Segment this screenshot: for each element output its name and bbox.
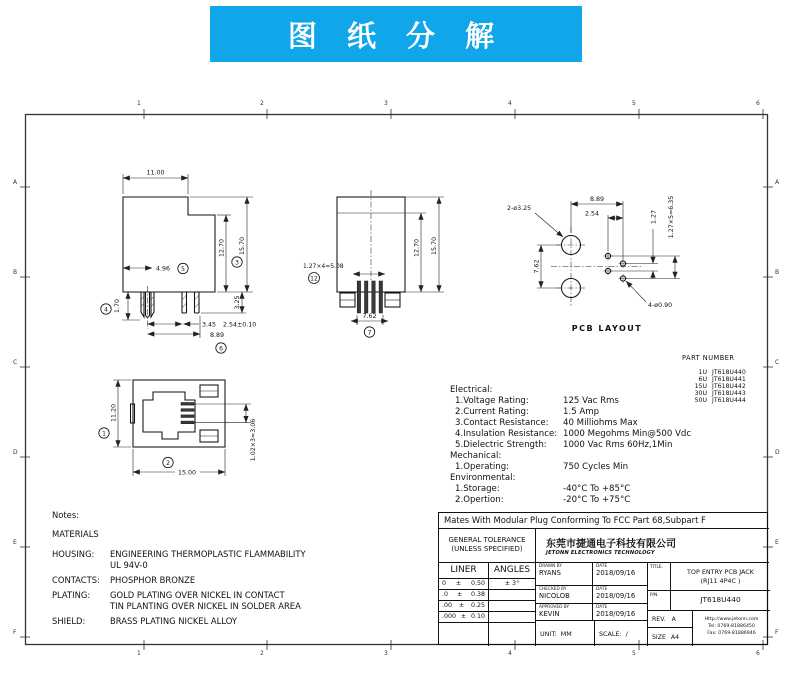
- size-cell: SIZE A4: [652, 633, 680, 641]
- notes-row: PLATING: GOLD PLATING OVER NICKEL IN CONTACT TIN PLANTING OVER NICKEL IN SOLDER AREA: [52, 590, 301, 611]
- dim-span: 8.89: [589, 196, 605, 203]
- part-number-row: 50U JT618U444: [694, 396, 746, 404]
- pcb-layout-view: [495, 165, 775, 350]
- grid-row-label: D: [775, 449, 780, 456]
- dim-small-holes: 4-ø0.90: [648, 302, 673, 309]
- dim-standoff: 3.25: [234, 295, 241, 310]
- dim-total-height: 15.70: [239, 236, 246, 256]
- part-number-heading: PART NUMBER: [682, 354, 735, 362]
- notes-row: SHIELD: BRASS PLATING NICKEL ALLOY: [52, 616, 237, 626]
- signoff-row: APPROVED BY KEVIN DATE 2018/09/16: [536, 604, 648, 621]
- company-block: [535, 529, 769, 563]
- part-number-row: 15U JT618U442: [694, 382, 746, 390]
- balloon-7: 7: [367, 329, 372, 337]
- balloon-2: 2: [166, 459, 170, 467]
- grid-row-label: E: [13, 539, 17, 546]
- grid-col-label: 1: [137, 650, 141, 657]
- dim-width: 15.00: [177, 469, 197, 477]
- spec-row: 3.Contact Resistance: 40 Milliohms Max: [455, 418, 638, 428]
- company-name-cn: 东莞市捷通电子科技有限公司: [546, 539, 676, 550]
- fax: Fax: 0769-81886946: [707, 631, 756, 637]
- title-info-block: [647, 563, 769, 646]
- grid-row-label: A: [13, 179, 18, 186]
- pcb-holes: [551, 227, 643, 306]
- dim-total-height: 15.70: [431, 236, 438, 256]
- grid-col-label: 3: [384, 650, 388, 657]
- signoff-row: DRAWN BY RYANS DATE 2018/09/16: [536, 563, 648, 586]
- unit-scale-row: UNIT: MM SCALE: /: [536, 621, 648, 646]
- notes-heading: Notes:: [52, 510, 80, 520]
- grid-row-label: F: [775, 629, 779, 636]
- front-view: [295, 148, 485, 366]
- contacts: [181, 403, 194, 424]
- balloon-5: 5: [181, 265, 185, 273]
- tolerance-col-angles: ANGLES: [489, 563, 535, 579]
- spec-row: 2.Current Rating: 1.5 Amp: [455, 407, 600, 417]
- tolerance-angle: [489, 601, 535, 612]
- tolerance-angle: [489, 612, 535, 623]
- dim-row-total: 1.27×5=6.35: [668, 195, 675, 239]
- balloon-6: 6: [219, 345, 223, 353]
- spec-row: 1.Voltage Rating: 125 Vac Rms: [455, 396, 619, 406]
- grid-col-label: 2: [260, 100, 264, 107]
- banner-title: 图 纸 分 解: [287, 18, 505, 53]
- rev-cell: REV. A: [648, 611, 692, 628]
- face-view: [95, 373, 280, 503]
- dim-vertical: 7.62: [533, 259, 541, 274]
- contact-cell: [692, 611, 770, 646]
- materials-heading: MATERIALS: [52, 529, 99, 539]
- signoff-block: [535, 563, 647, 646]
- part-number-row: 1U JT618U440: [698, 368, 746, 376]
- dim-span: 8.89: [209, 332, 225, 339]
- tolerance-angle: ± 3°: [489, 579, 535, 590]
- grid-row-label: B: [13, 269, 18, 276]
- spec-section-title: Electrical:: [450, 385, 493, 395]
- dim-pitch: 2.54: [585, 210, 600, 218]
- spec-row: 1.Operating: 750 Cycles Min: [455, 462, 629, 472]
- balloon-1: 1: [102, 430, 106, 438]
- dim-inner-height: 12.70: [218, 238, 226, 258]
- grid-col-label: 5: [632, 650, 636, 657]
- title-label: TITLE.: [650, 565, 663, 570]
- tolerance-col-liner: LINER: [439, 563, 489, 579]
- part-number-row: 6U JT618U441: [698, 375, 746, 383]
- grid-col-label: 5: [632, 100, 636, 107]
- part-number-value: JT618U440: [670, 591, 770, 611]
- dim-pitch-b: 2.54±0.10: [223, 321, 257, 329]
- website: Http://www.jetonn.com: [704, 617, 759, 622]
- notes: [52, 510, 432, 631]
- dim-span: 7.62: [362, 313, 377, 320]
- dim-inner-height: 12.70: [413, 238, 421, 258]
- grid-row-label: D: [13, 449, 18, 456]
- title-block: [438, 512, 768, 645]
- company-name-en: JETONN ELECTRONICS TECHNOLOGY: [546, 550, 655, 556]
- signoff-row: CHECKED BY NICOLOB DATE 2018/09/16: [536, 586, 648, 604]
- dim-pin-pitch: 1.27×4=5.08: [303, 263, 344, 270]
- balloon-3: 3: [235, 259, 239, 267]
- grid-row-label: E: [775, 539, 779, 546]
- grid-col-label: 1: [137, 100, 141, 107]
- specifications: [445, 385, 767, 506]
- tolerance-empty-cell: [439, 623, 489, 646]
- spec-row: 4.Insulation Resistance: 1000 Megohms Min@500 Vdc: [455, 429, 692, 439]
- grid-row-label: F: [13, 629, 17, 636]
- grid-col-label: 6: [756, 100, 760, 107]
- latch-cutouts: [200, 385, 218, 442]
- balloon-4: 4: [104, 306, 108, 314]
- grid-col-label: 4: [508, 100, 512, 107]
- title-cell: TITLE. TOP ENTRY PCB JACK (RJ11 4P4C ): [648, 563, 770, 591]
- spec-section-title: Environmental:: [450, 473, 516, 483]
- tolerance-row: .000 ± 0.10: [439, 612, 489, 623]
- spec-row: 2.Opertion: -20°C To +75°C: [455, 495, 631, 505]
- dim-big-holes: 2-ø3.25: [507, 205, 532, 212]
- pn-cell: [648, 591, 770, 611]
- part-number-row: 30U JT618U443: [694, 389, 746, 397]
- dim-tab: 4.96: [156, 265, 171, 273]
- dim-row: 1.27: [650, 209, 658, 225]
- tolerance-row: .00 ± 0.25: [439, 601, 489, 612]
- tolerance-header: GENERAL TOLERANCE (UNLESS SPECIFIED): [439, 529, 535, 563]
- grid-row-label: A: [775, 179, 780, 186]
- notes-row: HOUSING: ENGINEERING THERMOPLASTIC FLAMMABILITY UL 94V-0: [52, 549, 306, 570]
- tolerance-row: 0 ± 0.50: [439, 579, 489, 590]
- dim-top-width: 11.00: [146, 169, 165, 177]
- pcb-dimensions: [507, 196, 680, 309]
- balloon-12: 12: [310, 275, 318, 283]
- grid-col-label: 2: [260, 650, 264, 657]
- dim-pitch-a: 3.45: [202, 321, 217, 329]
- spec-row: 1.Storage: -40°C To +85°C: [455, 484, 631, 494]
- notes-row: CONTACTS: PHOSPHOR BRONZE: [52, 575, 196, 585]
- tolerance-angle: [489, 590, 535, 601]
- pcb-layout-label: PCB LAYOUT: [571, 324, 643, 333]
- dim-height: 11.20: [110, 403, 118, 423]
- spec-row: 5.Dielectric Strength: 1000 Vac Rms 60Hz,1Min: [455, 440, 673, 450]
- grid-col-label: 4: [508, 650, 512, 657]
- grid-row-label: C: [13, 359, 18, 366]
- pn-label: P/N.: [650, 593, 659, 598]
- grid-row-label: B: [775, 269, 780, 276]
- spec-section-title: Mechanical:: [450, 451, 502, 461]
- grid-col-label: 3: [384, 100, 388, 107]
- grid-col-label: 6: [756, 650, 760, 657]
- dim-pin-height: 1.70: [114, 298, 121, 314]
- mates-note: Mates With Modular Plug Conforming To FCC Part 68,Subpart F: [439, 513, 769, 529]
- telephone: Tel: 0769-81886450: [708, 624, 755, 630]
- dim-contact-pitch: 1.02×3=3.06: [250, 418, 257, 462]
- tolerance-row: .0 ± 0.38: [439, 590, 489, 601]
- grid-row-label: C: [775, 359, 780, 366]
- side-view-dimensions: [114, 170, 256, 340]
- front-view-pins: [340, 281, 400, 313]
